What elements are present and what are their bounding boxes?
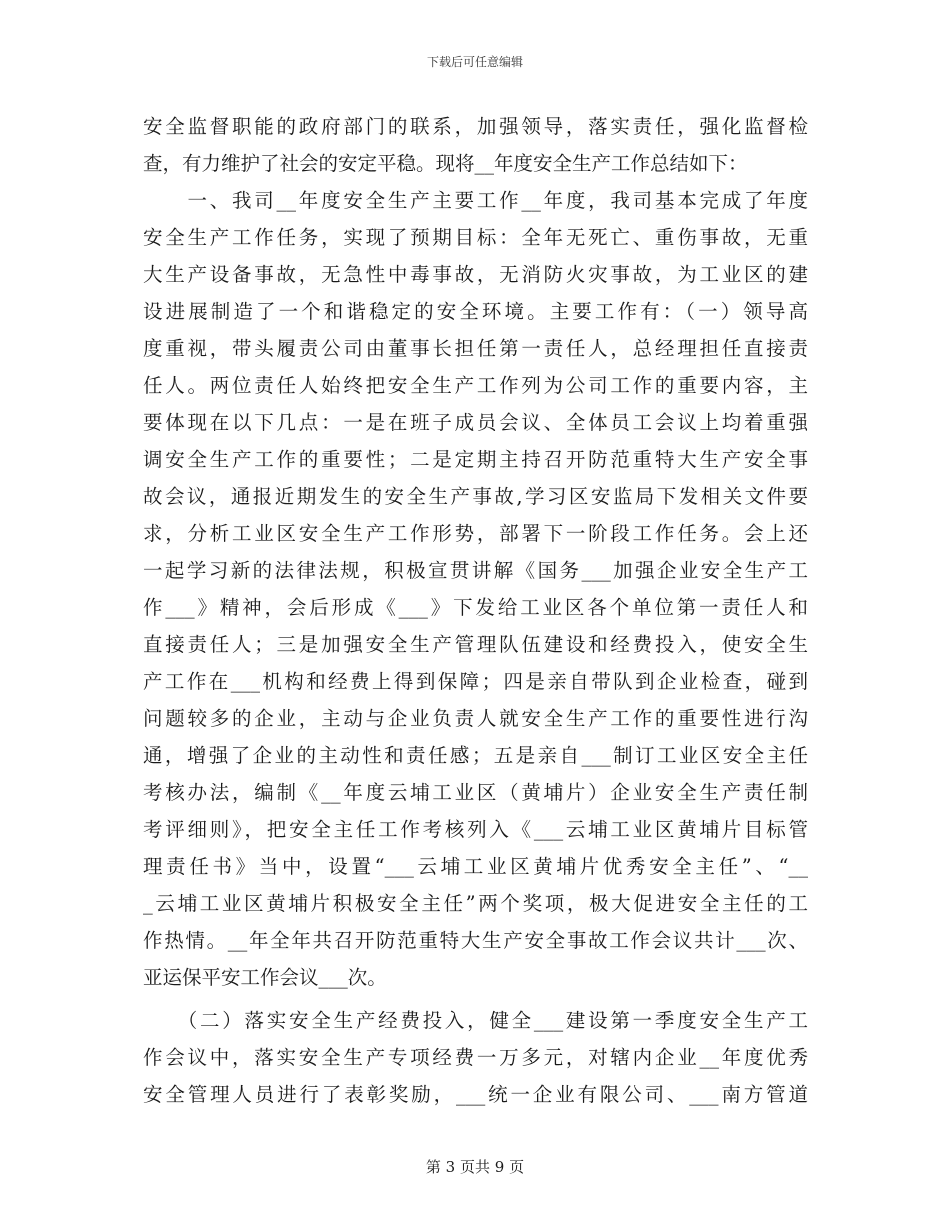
text-line: 理责任书》当中，设置“___云埔工业区黄埔片优秀安全主任”、“__ (143, 855, 808, 878)
text-line: 问题较多的企业，主动与企业负责人就安全生产工作的重要性进行沟 (143, 707, 808, 730)
text-line: 一起学习新的法律法规，积极宣贯讲解《国务___加强企业安全生产工 (143, 559, 808, 582)
text-line: 故会议，通报近期发生的安全生产事故,学习区安监局下发相关文件要 (143, 485, 808, 508)
text-line: 作热情。__年全年共召开防范重特大生产安全事故工作会议共计___次、 (143, 929, 808, 952)
text-line: 考评细则》，把安全主任工作考核列入《___云埔工业区黄埔片目标管 (143, 818, 808, 841)
text-line: 大生产设备事故，无急性中毒事故，无消防火灾事故，为工业区的建 (143, 263, 808, 286)
text-line: 求，分析工业区安全生产工作形势，部署下一阶段工作任务。会上还 (143, 522, 808, 545)
text-line: 一、我司__年度安全生产主要工作__年度，我司基本完成了年度 (143, 189, 808, 212)
text-line: 安全生产工作任务，实现了预期目标：全年无死亡、重伤事故，无重 (143, 226, 808, 249)
text-line: 安全监督职能的政府部门的联系，加强领导，落实责任，强化监督检 (143, 115, 808, 138)
text-line: 调安全生产工作的重要性；二是定期主持召开防范重特大生产安全事 (143, 448, 808, 471)
text-line: 任人。两位责任人始终把安全生产工作列为公司工作的重要内容，主 (143, 374, 808, 397)
text-line: 查，有力维护了社会的安定平稳。现将__年度安全生产工作总结如下： (143, 152, 748, 175)
text-line: 产工作在___机构和经费上得到保障；四是亲自带队到企业检查，碰到 (143, 670, 808, 693)
text-line: _云埔工业区黄埔片积极安全主任”两个奖项，极大促进安全主任的工 (143, 892, 808, 915)
text-line: 通，增强了企业的主动性和责任感；五是亲自___制订工业区安全主任 (143, 744, 808, 767)
text-line: 直接责任人；三是加强安全生产管理队伍建设和经费投入，使安全生 (143, 633, 808, 656)
text-line: 安全管理人员进行了表彰奖励，___统一企业有限公司、___南方管道 (143, 1083, 808, 1106)
text-line: （二）落实安全生产经费投入，健全___建设第一季度安全生产工 (143, 1009, 808, 1032)
text-line: 考核办法，编制《__年度云埔工业区（黄埔片）企业安全生产责任制 (143, 781, 808, 804)
text-line: 要体现在以下几点：一是在班子成员会议、全体员工会议上均着重强 (143, 411, 808, 434)
text-line: 亚运保平安工作会议___次。 (143, 966, 387, 989)
page-header: 下载后可任意编辑 (426, 55, 523, 69)
text-line: 度重视，带头履责公司由董事长担任第一责任人，总经理担任直接责 (143, 337, 808, 360)
text-line: 作会议中，落实安全生产专项经费一万多元，对辖内企业__年度优秀 (143, 1046, 808, 1069)
page-number: 第 3 页共 9 页 (425, 1158, 525, 1176)
document-body (143, 108, 808, 1113)
text-line: 作___》精神，会后形成《___》下发给工业区各个单位第一责任人和 (143, 596, 808, 619)
text-line: 设进展制造了一个和谐稳定的安全环境。主要工作有：（一）领导高 (143, 300, 808, 323)
